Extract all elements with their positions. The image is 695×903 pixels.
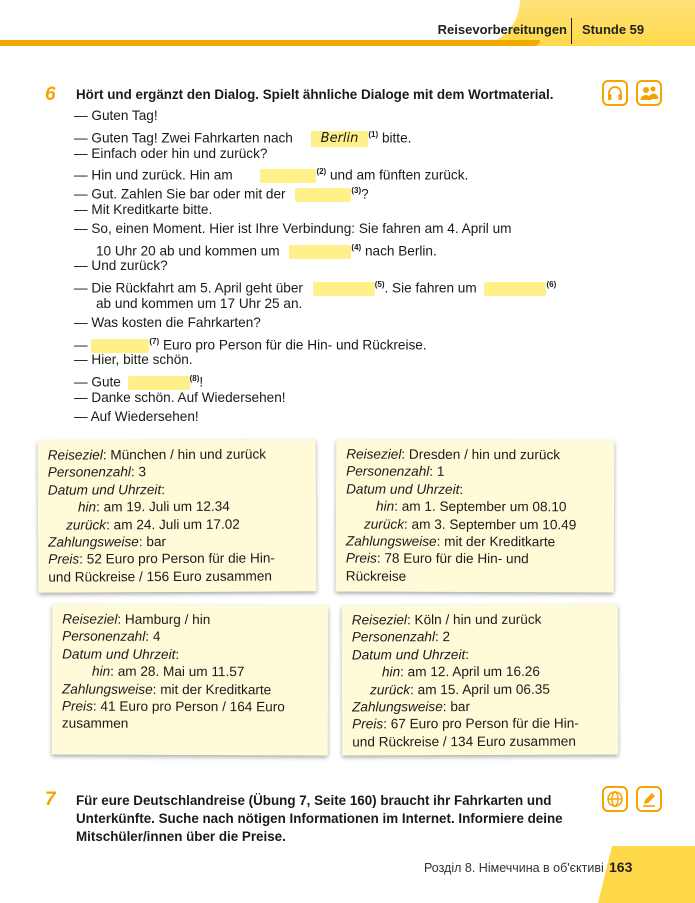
dialog-text: — Die Rückfahrt am 5. April geht über (74, 280, 303, 296)
info-card-hamburg: Reiseziel: Hamburg / hin Personenzahl: 4 Datum und Uhrzeit: hin: am 28. Mai um 11.57 Zahlungsweise: mit der Kreditkarte Preis: 41 Euro pro Person / 164 Euro zusammen (52, 605, 329, 756)
globe-icon (602, 786, 628, 812)
dialog-line: — Einfach oder hin und zurück? (74, 145, 268, 161)
info-card-koeln: Reiseziel: Köln / hin und zurück Personenzahl: 2 Datum und Uhrzeit: hin: am 12. April um 16.26 zurück: am 15. April um 06.35 Zahlungsweise: bar Preis: 67 Euro pro Person für die Hin- und Rückreise / 134 Euro zusammen (342, 605, 619, 756)
gap-number: (6) (546, 280, 557, 290)
dialog-line: ab und kommen um 17 Uhr 25 an. (96, 295, 303, 311)
dialog-line (74, 163, 584, 182)
exercise-7-instruction: Für eure Deutschlandreise (Übung 7, Seite 160) braucht ihr Fahrkarten und Unterkünfte. Suche nach nötigen Informationen im Internet. Informiere deine Mitschüler/innen über die Preise. (76, 793, 563, 844)
dialog-line: — Auf Wiedersehen! (74, 408, 199, 424)
header-lesson: Stunde 59 (582, 22, 645, 37)
dialog-line (74, 333, 584, 352)
header-topic: Reisevorbereitungen (437, 22, 567, 37)
gap-number: (2) (316, 167, 327, 177)
dialog-text: — Guten Tag! Zwei Fahrkarten nach (74, 130, 293, 146)
exercise-7-number: 7 (45, 789, 56, 810)
dialog-text: Euro pro Person für die Hin- und Rückreise. (162, 337, 427, 353)
header-underline (0, 40, 540, 46)
group-icon (636, 80, 662, 106)
handwritten-answer: Berlin (311, 131, 369, 147)
dialog-text: . Sie fahren um (384, 280, 477, 296)
pencil-icon (636, 786, 662, 812)
gap-number: (5) (374, 280, 385, 290)
headphones-icon (602, 80, 628, 106)
dialog-text: — Gute (74, 374, 121, 390)
header-separator (571, 18, 572, 44)
dialog-text: — Gut. Zahlen Sie bar oder mit der (74, 186, 286, 202)
dialog-text: 10 Uhr 20 ab und kommen um (96, 243, 280, 259)
dialog-line (74, 182, 584, 201)
dialog-text: und am fünften zurück. (330, 167, 469, 183)
dialog-line: — Mit Kreditkarte bitte. (74, 201, 213, 217)
dialog-line (74, 239, 584, 258)
dialog-line: — Was kosten die Fahrkarten? (74, 314, 261, 330)
dialog-text: nach Berlin. (364, 243, 437, 259)
gap-number: (1) (368, 129, 379, 139)
dialog-text: ! (199, 374, 204, 390)
dialog-line (74, 370, 584, 389)
dialog-line: — Und zurück? (74, 258, 168, 274)
exercise-6-number: 6 (45, 84, 56, 105)
dialog-line: — Guten Tag! (74, 108, 158, 123)
gap-number: (7) (149, 336, 160, 346)
gap-number: (8) (189, 374, 200, 384)
info-card-muenchen: Reiseziel: München / hin und zurück Personenzahl: 3 Datum und Uhrzeit: hin: am 19. Juli um 12.34 zurück: am 24. Juli um 17.02 Zahlungsweise: bar Preis: 52 Euro pro Person für die Hin- und Rückreise / 156 Euro zusammen (38, 439, 317, 592)
dialog-line: — Hier, bitte schön. (74, 352, 193, 368)
dialog-text: — (74, 337, 88, 353)
dialog (74, 107, 584, 427)
gap-number: (4) (351, 242, 362, 252)
info-card-dresden: Reiseziel: Dresden / hin und zurück Personenzahl: 1 Datum und Uhrzeit: hin: am 1. September um 08.10 zurück: am 3. September um 10.49 Zahlungsweise: mit der Kreditkarte Preis: 78 Euro für die Hin- und Rückreise (336, 440, 615, 593)
dialog-line: — Danke schön. Auf Wiedersehen! (74, 389, 286, 405)
dialog-line (74, 276, 584, 295)
page-number: 163 (609, 859, 633, 875)
dialog-text: ? (361, 186, 369, 202)
dialog-line (74, 126, 584, 145)
footer-chapter: Розділ 8. Німеччина в об'єктиві (424, 861, 604, 875)
exercise-6-instruction: Hört und ergänzt den Dialog. Spielt ähnliche Dialoge mit dem Wortmaterial. (76, 87, 554, 102)
gap-number: (3) (351, 186, 362, 196)
dialog-text: — Hin und zurück. Hin am (74, 167, 233, 183)
dialog-line: — So, einen Moment. Hier ist Ihre Verbindung: Sie fahren am 4. April um (74, 220, 512, 236)
dialog-text: bitte. (381, 130, 412, 146)
